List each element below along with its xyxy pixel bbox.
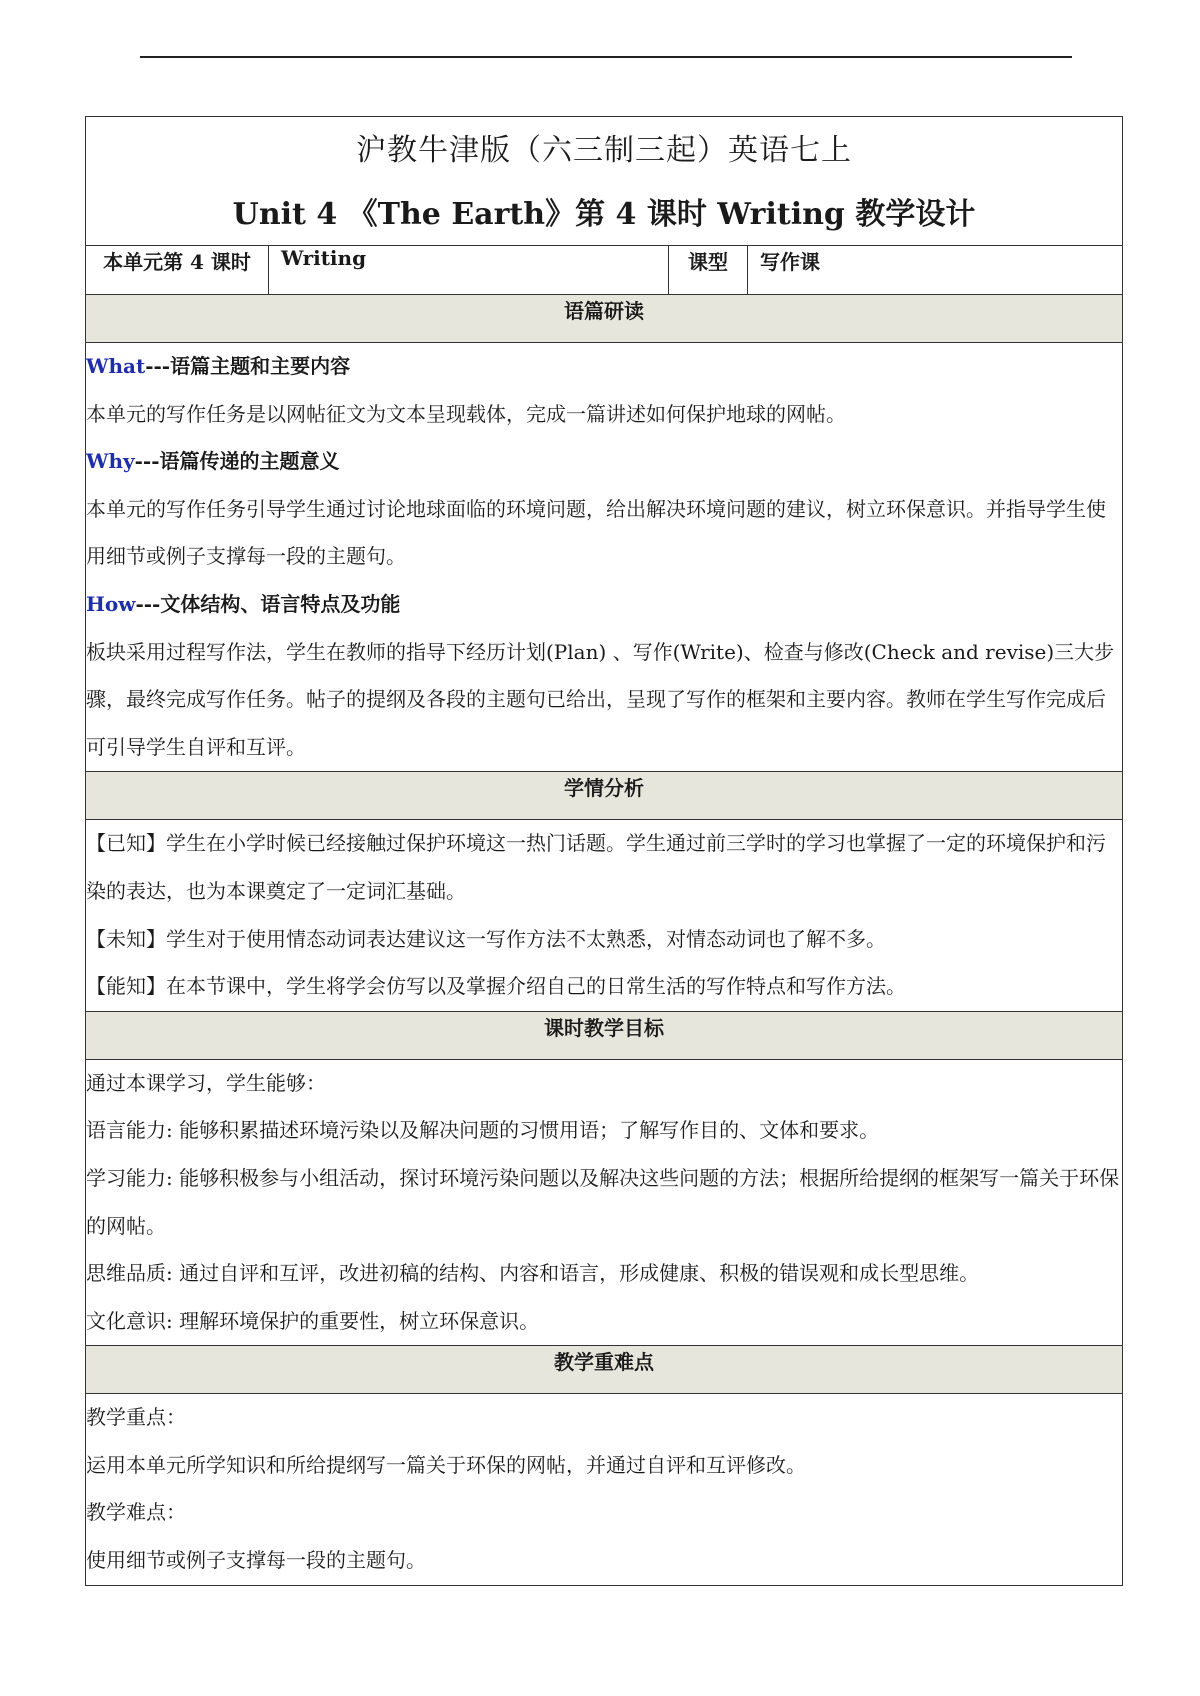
objectives-intro: 通过本课学习，学生能够： (86, 1070, 326, 1095)
what-label: What (86, 354, 146, 378)
objective-thinking: 思维品质: 通过自评和互评，改进初稿的结构、内容和语言，形成健康、积极的错误观和成长型思维。 (86, 1261, 980, 1286)
difficulty-label: 教学难点： (86, 1500, 186, 1525)
how-heading (86, 581, 1122, 629)
document-subtitle: Unit 4 《The Earth》第 4 课时 Writing 教学设计 (232, 197, 976, 232)
lesson-info-row (86, 246, 1123, 295)
what-heading (86, 343, 1122, 391)
section-heading-key-points: 教学重难点 (86, 1346, 1123, 1394)
why-title: ---语篇传递的主题意义 (134, 449, 340, 474)
student-analysis-body (86, 820, 1123, 1011)
able-text: 【能知】在本节课中，学生将学会仿写以及掌握介绍自己的日常生活的写作特点和写作方法。 (86, 974, 906, 999)
key-points-body (86, 1394, 1123, 1585)
section-heading-objectives: 课时教学目标 (86, 1011, 1123, 1059)
lesson-type-value: 写作课 (748, 246, 1123, 295)
unknown-text: 【未知】学生对于使用情态动词表达建议这一写作方法不太熟悉，对情态动词也了解不多。 (86, 926, 886, 951)
difficulty-text: 使用细节或例子支撑每一段的主题句。 (86, 1548, 426, 1573)
how-text: 板块采用过程写作法，学生在教师的指导下经历计划(Plan) 、写作(Write)、检查与修改(Check and revise)三大步骤，最终完成写作任务。帖子的提纲及各段的主题句已给出，呈现了写作的框架和主要内容。教师在学生写作完成后可引导学生自评和互评。 (86, 639, 1115, 759)
document-title: 沪教牛津版（六三制三起）英语七上 (356, 133, 852, 168)
why-text: 本单元的写作任务引导学生通过讨论地球面临的环境问题，给出解决环境问题的建议，树立环保意识。并指导学生使用细节或例子支撑每一段的主题句。 (86, 496, 1106, 569)
objective-language: 语言能力: 能够积累描述环境污染以及解决问题的习惯用语；了解写作目的、文体和要求。 (86, 1118, 880, 1143)
how-label: How (86, 591, 136, 616)
focus-text: 运用本单元所学知识和所给提纲写一篇关于环保的网帖，并通过自评和互评修改。 (86, 1452, 806, 1477)
lesson-number-value: Writing (269, 246, 669, 295)
lesson-type-label: 课型 (669, 246, 748, 295)
header-rule (140, 56, 1072, 58)
focus-label: 教学重点： (86, 1405, 186, 1430)
objective-culture: 文化意识: 理解环境保护的重要性，树立环保意识。 (86, 1308, 540, 1333)
lesson-number-label: 本单元第 4 课时 (86, 246, 269, 295)
what-text: 本单元的写作任务是以网帖征文为文本呈现载体，完成一篇讲述如何保护地球的网帖。 (86, 401, 846, 426)
text-analysis-body (86, 343, 1123, 772)
known-text: 【已知】学生在小学时候已经接触过保护环境这一热门话题。学生通过前三学时的学习也掌握了一定的环境保护和污染的表达，也为本课奠定了一定词汇基础。 (86, 831, 1106, 903)
what-title: ---语篇主题和主要内容 (145, 354, 351, 378)
objectives-body (86, 1059, 1123, 1346)
title-cell (86, 117, 1123, 246)
why-label: Why (86, 449, 135, 474)
how-title: ---文体结构、语言特点及功能 (135, 591, 401, 616)
why-heading (86, 438, 1122, 486)
section-heading-text-analysis: 语篇研读 (86, 295, 1123, 343)
objective-learning: 学习能力: 能够积极参与小组活动，探讨环境污染问题以及解决这些问题的方法；根据所给提纲的框架写一篇关于环保的网帖。 (86, 1165, 1120, 1238)
lesson-plan-table (85, 116, 1123, 1586)
section-heading-student-analysis: 学情分析 (86, 772, 1123, 820)
